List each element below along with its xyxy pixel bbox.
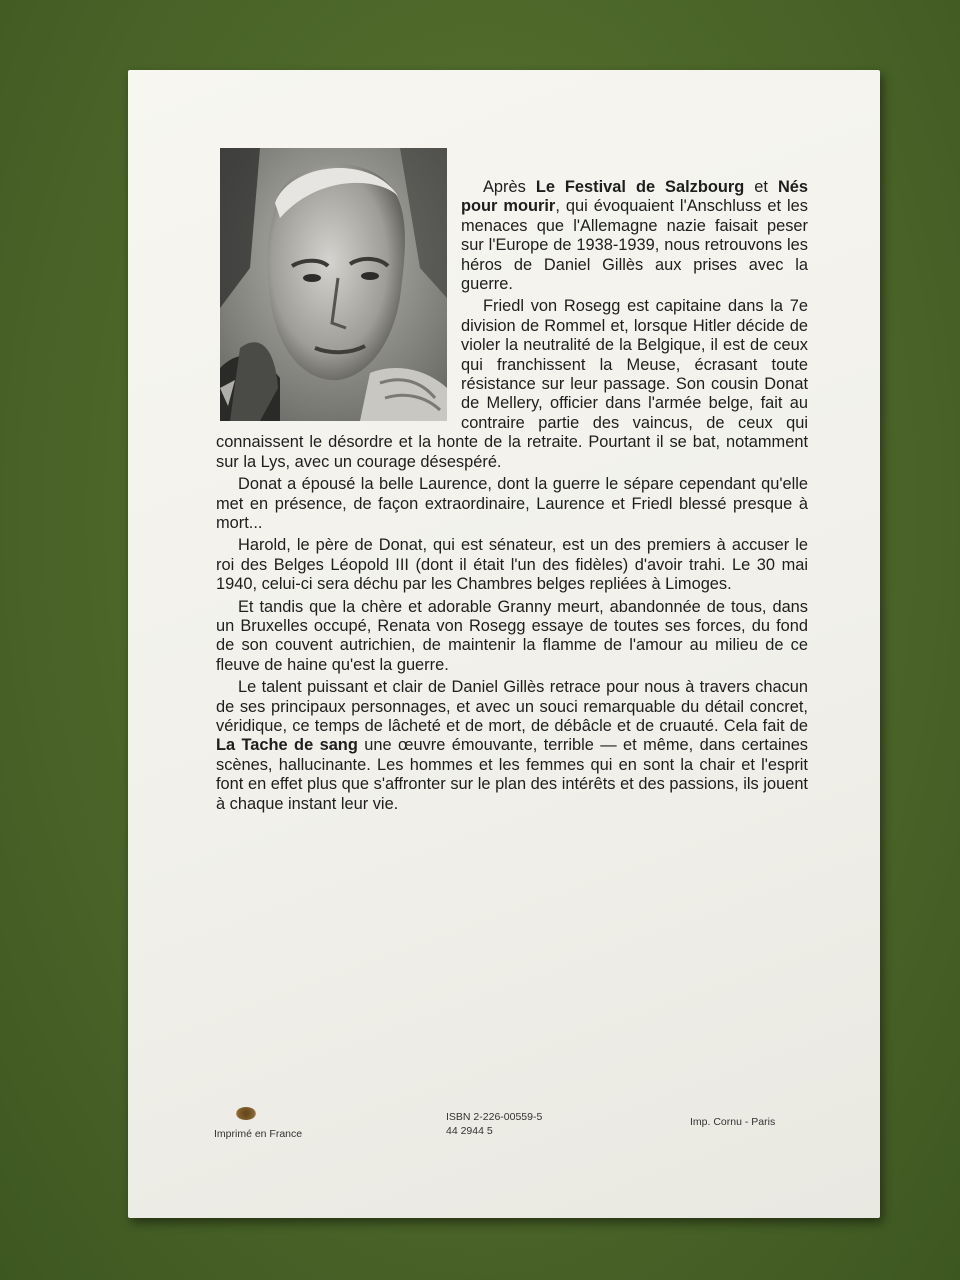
paragraph-text: Donat a épousé la belle Laurence, dont la guerre le sépare cependant qu'elle met en présence, de façon extraordinaire, Laurence et Friedl blessé presque à mort... bbox=[216, 475, 808, 532]
book-title-text: Nés pour mourir bbox=[461, 178, 809, 216]
isbn-block bbox=[446, 1110, 542, 1138]
paragraph-text: , qui évoquaient l'Anschluss et les menaces que l'Allemagne nazie faisait peser sur l'Europe de 1938-1939, nous retrouvons les héros de Daniel Gillès aux prises avec la guerre. bbox=[461, 197, 808, 294]
stain-mark bbox=[236, 1107, 256, 1120]
book-title-text: Le Festival de Salzbourg bbox=[535, 178, 745, 196]
blurb-paragraph bbox=[216, 598, 808, 676]
paragraph-text: Après bbox=[483, 178, 536, 196]
paragraph-text: une œuvre émouvante, terrible — et même, dans certaines scènes, hallucinante. Les hommes et les femmes qui en sont la chair et l'esprit font en effet plus que s'affronter sur le plan des intérêts et des passions, ils jouent à chaque instant leur vie. bbox=[216, 736, 809, 813]
catalog-code: 44 2944 5 bbox=[446, 1125, 493, 1137]
printer-label: Imp. Cornu - Paris bbox=[690, 1116, 776, 1128]
isbn-label: ISBN 2-226-00559-5 bbox=[446, 1111, 543, 1123]
paragraph-text: et bbox=[744, 178, 778, 196]
blurb-paragraph bbox=[216, 536, 808, 594]
blurb-text bbox=[216, 178, 808, 817]
blurb-paragraph bbox=[216, 475, 808, 533]
book-title-text: La Tache de sang bbox=[216, 736, 358, 755]
blurb-paragraph bbox=[216, 678, 808, 814]
paragraph-text: Le talent puissant et clair de Daniel Gillès retrace pour nous à travers chacun de ses principaux personnages, et avec un souci remarquable du détail concret, véridique, ce temps de lâcheté et de mort, de débâcle et de cruauté. Cela fait de bbox=[216, 678, 808, 735]
paragraph-text: Harold, le père de Donat, qui est sénateur, est un des premiers à accuser le roi des Belges Léopold III (dont il était l'un des fidèles) d'avoir trahi. Le 30 mai 1940, celui-ci sera déchu par les Chambres belges repliées à Limoges. bbox=[216, 536, 808, 594]
book-back-cover bbox=[128, 70, 880, 1218]
printed-in-label: Imprimé en France bbox=[214, 1128, 303, 1140]
paragraph-text: Friedl von Rosegg est capitaine dans la 7e division de Rommel et, lorsque Hitler décide de violer la neutralité de la Belgique, il est de ceux qui franchissent la Meuse, écrasant toute résistance sur leur passage. Son cousin Donat de Mellery, officier dans l'armée belge, fait au contraire partie des vaincus, de ceux qui connaissent le désordre et la honte de la retraite. Pourtant il se bat, notamment sur la Lys, avec un courage désespéré. bbox=[216, 297, 808, 471]
photo-float-spacer bbox=[216, 178, 461, 430]
paragraph-text: Et tandis que la chère et adorable Granny meurt, abandonnée de tous, dans un Bruxelles occupé, Renata von Rosegg essaye de toutes ses forces, du fond de son couvent autrichien, de maintenir la flamme de l'amour au milieu de ce fleuve de haine qu'est la guerre. bbox=[216, 597, 808, 674]
